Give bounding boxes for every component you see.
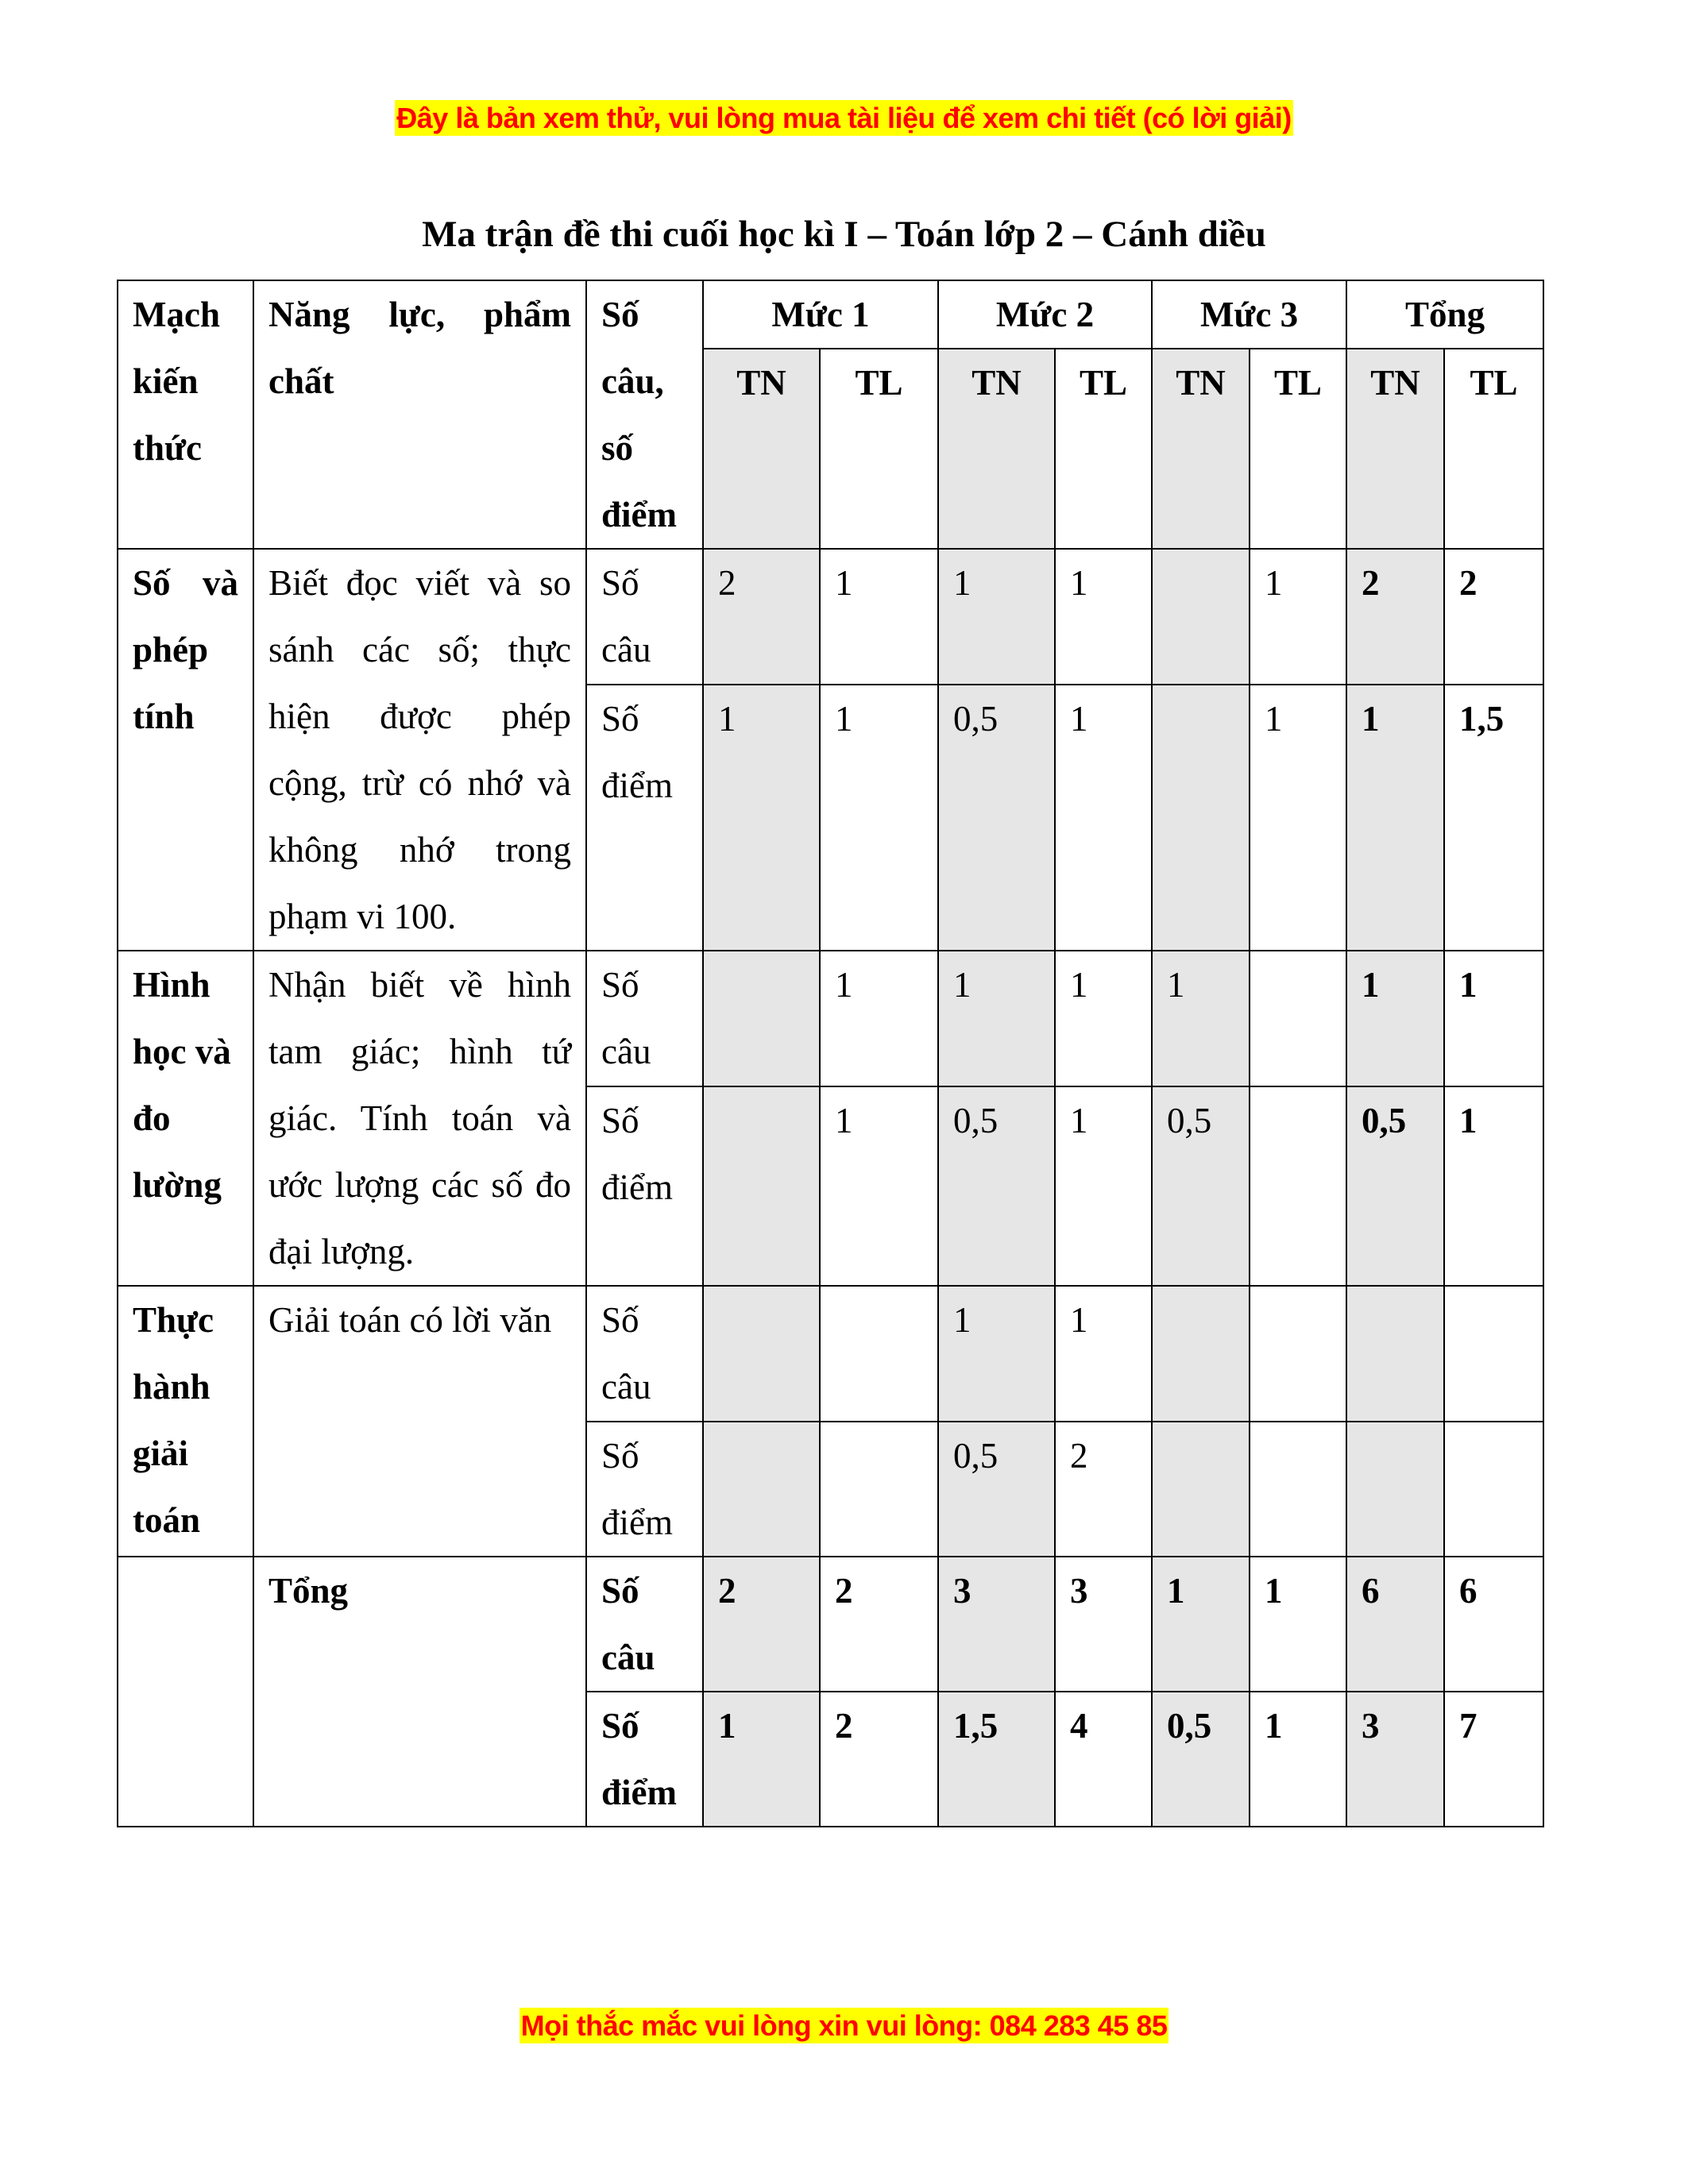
value-cell xyxy=(1444,1422,1543,1557)
measure-label: Số điểm xyxy=(586,1422,703,1557)
document-title: Ma trận đề thi cuối học kì I – Toán lớp 2 – Cánh diều xyxy=(422,214,1266,255)
value-cell: 4 xyxy=(1055,1692,1152,1827)
header-type-tn: TN xyxy=(1152,349,1250,549)
value-cell: 1 xyxy=(820,549,938,685)
value-cell: 2 xyxy=(820,1692,938,1827)
value-cell: 6 xyxy=(1444,1557,1543,1692)
competency-cell: Tổng xyxy=(253,1557,586,1827)
measure-label: Số câu xyxy=(586,1286,703,1422)
value-cell: 6 xyxy=(1346,1557,1444,1692)
value-cell xyxy=(1346,1286,1444,1422)
measure-label: Số điểm xyxy=(586,1086,703,1286)
header-type-tl: TL xyxy=(1444,349,1543,549)
value-cell: 2 xyxy=(1444,549,1543,685)
value-cell: 1 xyxy=(820,685,938,951)
value-cell: 1 xyxy=(938,951,1055,1086)
value-cell: 1 xyxy=(1250,685,1346,951)
header-level-3: Mức 3 xyxy=(1152,280,1346,349)
header-type-tl: TL xyxy=(1250,349,1346,549)
topic-cell xyxy=(118,1557,253,1827)
competency-cell: Nhận biết về hình tam giác; hình tứ giác. Tính toán và ước lượng các số đo đại lượng. xyxy=(253,951,586,1286)
value-cell: 2 xyxy=(820,1557,938,1692)
value-cell: 1 xyxy=(820,1086,938,1286)
value-cell: 3 xyxy=(938,1557,1055,1692)
value-cell xyxy=(703,951,820,1086)
measure-label: Số câu xyxy=(586,549,703,685)
header-type-tl: TL xyxy=(1055,349,1152,549)
value-cell: 1,5 xyxy=(938,1692,1055,1827)
value-cell xyxy=(1152,1286,1250,1422)
value-cell xyxy=(1346,1422,1444,1557)
exam-matrix-table xyxy=(117,280,1544,1827)
topic-cell: Số và phép tính xyxy=(118,549,253,951)
value-cell: 2 xyxy=(1346,549,1444,685)
value-cell: 2 xyxy=(703,549,820,685)
table-row xyxy=(118,549,1543,685)
value-cell: 1 xyxy=(1444,1086,1543,1286)
header-type-tl: TL xyxy=(820,349,938,549)
value-cell: 1 xyxy=(820,951,938,1086)
value-cell xyxy=(1250,951,1346,1086)
value-cell: 0,5 xyxy=(1152,1692,1250,1827)
header-type-tn: TN xyxy=(1346,349,1444,549)
contact-text: Mọi thắc mắc vui lòng xin vui lòng: 084 283 45 85 xyxy=(520,2009,1168,2042)
header-measure: Số câu, số điểm xyxy=(586,280,703,549)
value-cell: 1 xyxy=(1250,1692,1346,1827)
contact-banner xyxy=(0,2009,1688,2043)
value-cell: 1 xyxy=(703,1692,820,1827)
value-cell: 1 xyxy=(938,549,1055,685)
value-cell: 3 xyxy=(1055,1557,1152,1692)
value-cell xyxy=(703,1086,820,1286)
competency-cell: Giải toán có lời văn xyxy=(253,1286,586,1557)
value-cell: 1 xyxy=(703,685,820,951)
measure-label: Số câu xyxy=(586,951,703,1086)
header-type-tn: TN xyxy=(703,349,820,549)
value-cell: 1 xyxy=(938,1286,1055,1422)
header-level-2: Mức 2 xyxy=(938,280,1152,349)
value-cell xyxy=(703,1422,820,1557)
value-cell: 1 xyxy=(1346,951,1444,1086)
value-cell xyxy=(1444,1286,1543,1422)
value-cell: 1 xyxy=(1346,685,1444,951)
value-cell xyxy=(1152,685,1250,951)
table-row xyxy=(118,951,1543,1086)
value-cell xyxy=(1250,1086,1346,1286)
value-cell: 0,5 xyxy=(1346,1086,1444,1286)
value-cell xyxy=(1152,1422,1250,1557)
preview-notice-banner xyxy=(0,102,1688,135)
preview-notice-text: Đây là bản xem thử, vui lòng mua tài liệu để xem chi tiết (có lời giải) xyxy=(396,102,1292,134)
value-cell: 1 xyxy=(1250,1557,1346,1692)
value-cell: 1 xyxy=(1055,549,1152,685)
value-cell xyxy=(1250,1422,1346,1557)
measure-label: Số điểm xyxy=(586,685,703,951)
value-cell xyxy=(820,1286,938,1422)
value-cell: 2 xyxy=(1055,1422,1152,1557)
value-cell: 1 xyxy=(1250,549,1346,685)
header-total: Tổng xyxy=(1346,280,1543,349)
value-cell: 1 xyxy=(1152,1557,1250,1692)
value-cell: 1 xyxy=(1055,1086,1152,1286)
header-type-tn: TN xyxy=(938,349,1055,549)
value-cell: 0,5 xyxy=(938,1422,1055,1557)
value-cell: 0,5 xyxy=(1152,1086,1250,1286)
measure-label: Số câu xyxy=(586,1557,703,1692)
value-cell: 7 xyxy=(1444,1692,1543,1827)
value-cell: 1 xyxy=(1055,951,1152,1086)
header-level-1: Mức 1 xyxy=(703,280,938,349)
measure-label: Số điểm xyxy=(586,1692,703,1827)
value-cell: 1,5 xyxy=(1444,685,1543,951)
value-cell xyxy=(703,1286,820,1422)
value-cell: 1 xyxy=(1055,1286,1152,1422)
value-cell xyxy=(1250,1286,1346,1422)
value-cell: 2 xyxy=(703,1557,820,1692)
value-cell: 1 xyxy=(1152,951,1250,1086)
header-competency: Năng lực, phẩm chất xyxy=(253,280,586,549)
value-cell: 0,5 xyxy=(938,685,1055,951)
value-cell: 1 xyxy=(1444,951,1543,1086)
topic-cell: Hình học và đo lường xyxy=(118,951,253,1286)
table-row xyxy=(118,1557,1543,1692)
header-row-levels xyxy=(118,280,1543,349)
value-cell: 3 xyxy=(1346,1692,1444,1827)
value-cell xyxy=(820,1422,938,1557)
value-cell xyxy=(1152,549,1250,685)
header-topic: Mạch kiến thức xyxy=(118,280,253,549)
topic-cell: Thực hành giải toán xyxy=(118,1286,253,1557)
value-cell: 1 xyxy=(1055,685,1152,951)
value-cell: 0,5 xyxy=(938,1086,1055,1286)
table-row xyxy=(118,1286,1543,1422)
competency-cell: Biết đọc viết và so sánh các số; thực hiện được phép cộng, trừ có nhớ và không nhớ trong phạm vi 100. xyxy=(253,549,586,951)
